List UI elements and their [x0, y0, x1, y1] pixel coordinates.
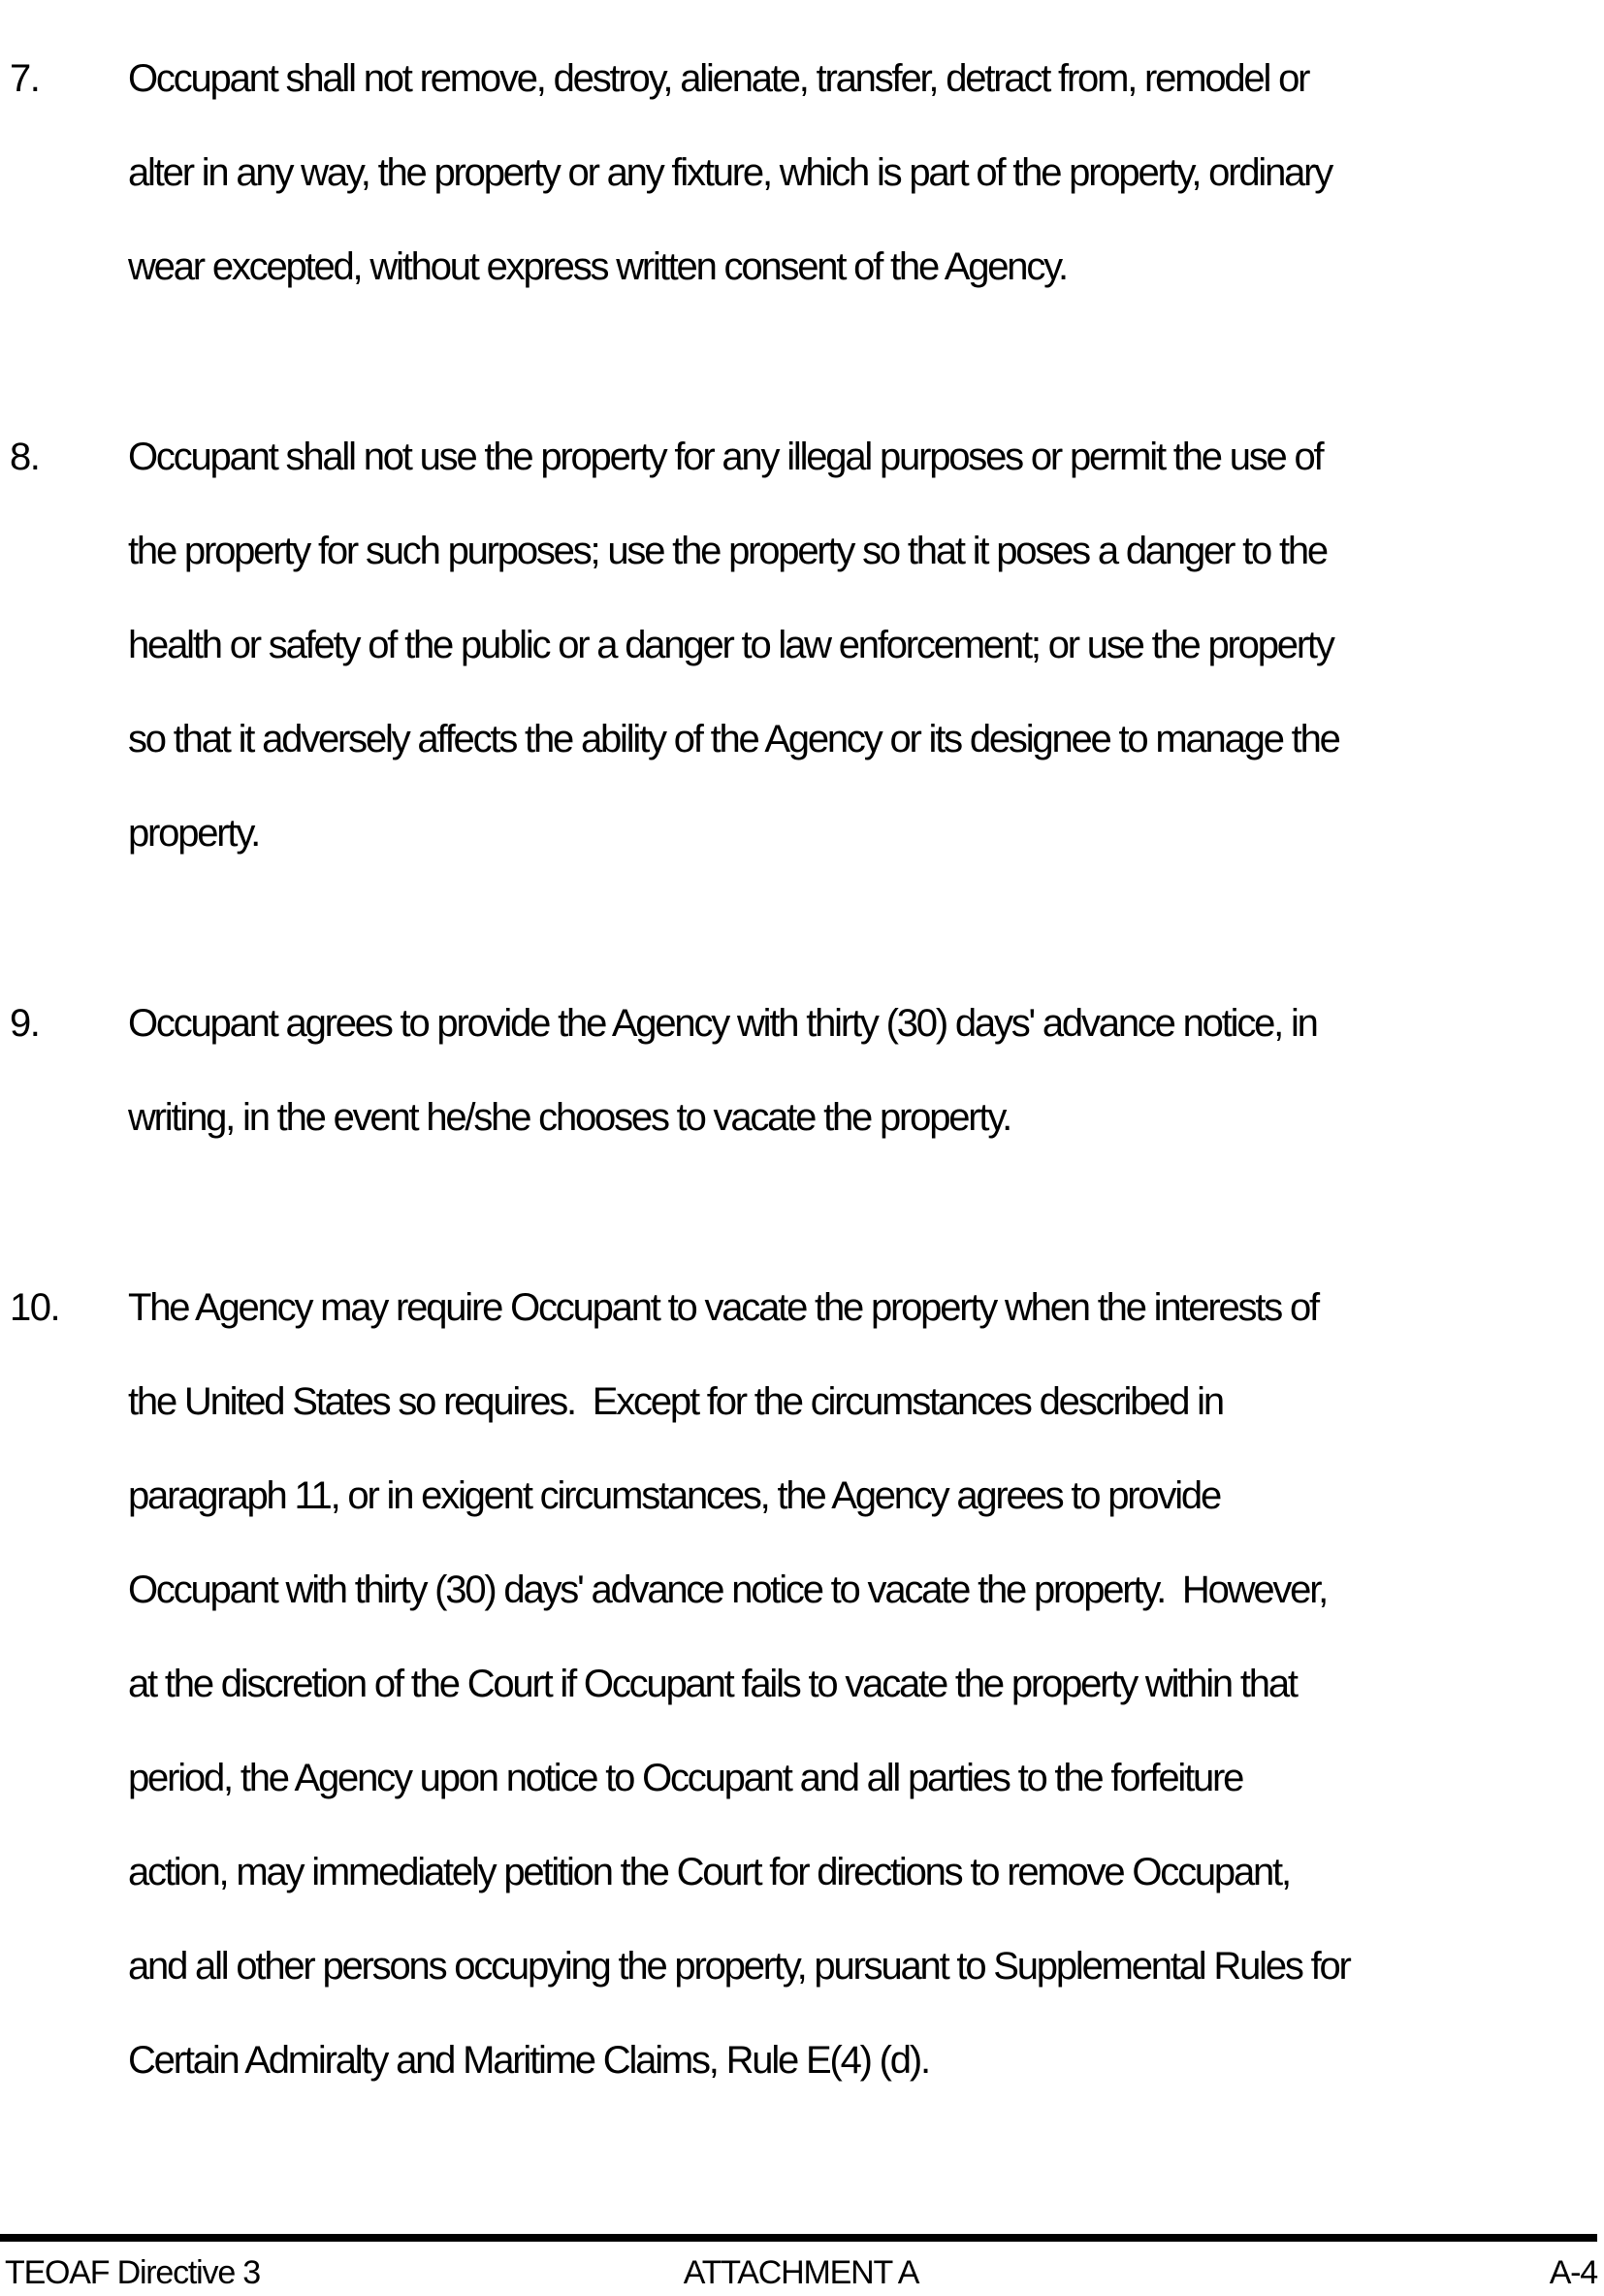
paragraph-line: Occupant with thirty (30) days' advance notice to vacate the property. However,: [128, 1568, 1328, 1611]
paragraph-line: wear excepted, without express written consent of the Agency.: [128, 245, 1067, 288]
paragraph-line: and all other persons occupying the property, pursuant to Supplemental Rules for: [128, 1945, 1350, 1988]
footer-rule: [0, 2234, 1597, 2242]
paragraph-line: Occupant shall not use the property for any illegal purposes or permit the use of: [128, 436, 1323, 478]
paragraph-number: 8.: [10, 436, 40, 478]
paragraph-number: 9.: [10, 1002, 40, 1045]
paragraph-9: [10, 977, 1604, 1165]
paragraph-line: paragraph 11, or in exigent circumstances, the Agency agrees to provide: [128, 1474, 1221, 1517]
paragraph-number: 7.: [10, 57, 40, 100]
paragraph-line: Occupant agrees to provide the Agency with thirty (30) days' advance notice, in: [128, 1002, 1317, 1045]
paragraph-text: [128, 410, 1604, 881]
paragraph-line: writing, in the event he/she chooses to vacate the property.: [128, 1096, 1011, 1139]
paragraph-line: the United States so requires. Except for the circumstances described in: [128, 1380, 1223, 1423]
paragraph-text: [128, 32, 1604, 314]
paragraph-line: action, may immediately petition the Court for directions to remove Occupant,: [128, 1851, 1290, 1893]
paragraph-line: period, the Agency upon notice to Occupant and all parties to the forfeiture: [128, 1757, 1243, 1799]
paragraph-text: [128, 977, 1604, 1165]
footer-directive-label: TEOAF Directive 3: [5, 2254, 260, 2291]
paragraph-line: at the discretion of the Court if Occupant fails to vacate the property within that: [128, 1663, 1297, 1705]
paragraph-number: 10.: [10, 1286, 60, 1329]
paragraph-line: The Agency may require Occupant to vacate the property when the interests of: [128, 1286, 1318, 1329]
paragraph-line: property.: [128, 812, 260, 855]
paragraph-line: so that it adversely affects the ability of the Agency or its designee to manage the: [128, 718, 1339, 760]
paragraph-text: [128, 1261, 1604, 2108]
page-footer: [0, 2234, 1597, 2296]
paragraph-7: [10, 32, 1604, 314]
paragraph-line: Certain Admiralty and Maritime Claims, Rule E(4) (d).: [128, 2039, 929, 2082]
paragraph-10: [10, 1261, 1604, 2108]
paragraph-line: Occupant shall not remove, destroy, alienate, transfer, detract from, remodel or: [128, 57, 1309, 100]
footer-attachment-label: ATTACHMENT A: [683, 2254, 919, 2291]
paragraph-line: health or safety of the public or a danger to law enforcement; or use the property: [128, 624, 1333, 666]
footer-page-number: A-4: [1549, 2254, 1597, 2291]
paragraph-line: the property for such purposes; use the property so that it poses a danger to the: [128, 530, 1327, 572]
paragraph-line: alter in any way, the property or any fixture, which is part of the property, ordinary: [128, 151, 1332, 194]
footer-row: [0, 2249, 1597, 2296]
paragraph-8: [10, 410, 1604, 881]
